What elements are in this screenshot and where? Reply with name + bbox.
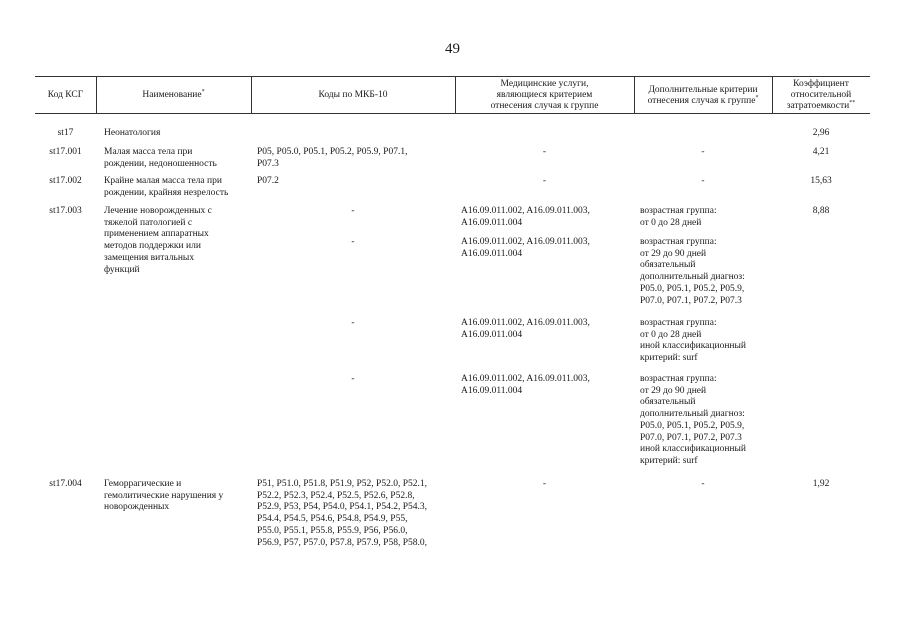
cell-coefficient: 2,96 bbox=[812, 128, 830, 138]
cell-services: A16.09.011.002, A16.09.011.003, A16.09.011.004 bbox=[461, 237, 590, 259]
header-name: Наименование* bbox=[142, 89, 205, 100]
cell-name: Малая масса тела при рождении, недоношенность bbox=[104, 147, 217, 169]
cell-services: - bbox=[542, 479, 547, 489]
cell-criteria: - bbox=[701, 176, 705, 186]
cell-mkb: P05, P05.0, P05.1, P05.2, P05.9, P07.1, P07.3 bbox=[257, 147, 408, 169]
cell-services: A16.09.011.002, A16.09.011.003, A16.09.011.004 bbox=[461, 206, 590, 228]
cell-coefficient: 1,92 bbox=[812, 479, 830, 489]
cell-mkb: - bbox=[351, 374, 355, 384]
cell-services: A16.09.011.002, A16.09.011.003, A16.09.011.004 bbox=[461, 374, 590, 396]
cell-criteria: - bbox=[701, 479, 705, 489]
cell-mkb: P51, P51.0, P51.8, P51.9, P52, P52.0, P52.1, P52.2, P52.3, P52.4, P52.5, P52.6, P52.8, P52.9, P53, P54, P54.0, P54.1, P54.2, P54.3, P54.4, P54.5, P54.6, P54.8, P54.9, P55, P55.0, P55.1, P55.8, P55.9, P56, P56.0, P56.9, P57, P57.0, P57.8, P57.9, P58, P58.0, bbox=[257, 479, 427, 548]
cell-name: Лечение новорожденных с тяжелой патологией с применением аппаратных методов поддержки или замещения витальных функций bbox=[104, 206, 212, 275]
cell-mkb: - bbox=[351, 206, 355, 216]
cell-code: st17.004 bbox=[49, 479, 82, 489]
cell-coefficient: 8,88 bbox=[812, 206, 830, 216]
cell-services: A16.09.011.002, A16.09.011.003, A16.09.011.004 bbox=[461, 318, 590, 340]
cell-coefficient: 15,63 bbox=[810, 176, 832, 186]
cell-name: Геморрагические и гемолитические нарушения у новорожденных bbox=[104, 479, 224, 513]
cell-services: - bbox=[542, 176, 547, 186]
header-criteria: Дополнительные критерии отнесения случая к группе* bbox=[647, 85, 759, 106]
cell-criteria: возрастная группа: от 29 до 90 дней обязательный дополнительный диагноз: P05.0, P05.1, P05.2, P05.9, P07.0, P07.1, P07.2, P07.3 bbox=[640, 237, 745, 306]
cell-code: st17.002 bbox=[49, 176, 82, 186]
cell-name: Крайне малая масса тела при рождении, крайняя незрелость bbox=[104, 176, 229, 198]
header-coefficient: Коэффициент относительной затратоемкости** bbox=[786, 79, 856, 111]
cell-mkb: - bbox=[351, 318, 355, 328]
header-services: Медицинские услуги, являющиеся критерием отнесения случая к группе bbox=[490, 79, 599, 111]
cell-mkb: - bbox=[351, 237, 355, 247]
header-code: Код КСГ bbox=[47, 90, 84, 100]
cell-criteria: возрастная группа: от 0 до 28 дней bbox=[640, 206, 717, 228]
page-number: 49 bbox=[445, 41, 460, 57]
header-bottom-rule bbox=[35, 113, 870, 114]
table-top-rule bbox=[35, 76, 870, 77]
header-mkb: Коды по МКБ-10 bbox=[318, 90, 388, 100]
cell-code: st17.001 bbox=[49, 147, 82, 157]
cell-mkb: P07.2 bbox=[257, 176, 279, 186]
cell-criteria: возрастная группа: от 29 до 90 дней обязательный дополнительный диагноз: P05.0, P05.1, P05.2, P05.9, P07.0, P07.1, P07.2, P07.3 иной классификационный критерий: surf bbox=[640, 374, 746, 466]
cell-code: st17.003 bbox=[49, 206, 82, 216]
cell-services: - bbox=[542, 147, 547, 157]
cell-name: Неонатология bbox=[104, 128, 161, 138]
cell-coefficient: 4,21 bbox=[812, 147, 830, 157]
cell-criteria: - bbox=[701, 147, 705, 157]
cell-criteria: возрастная группа: от 0 до 28 дней иной классификационный критерий: surf bbox=[640, 318, 746, 364]
cell-code: st17 bbox=[57, 128, 74, 138]
